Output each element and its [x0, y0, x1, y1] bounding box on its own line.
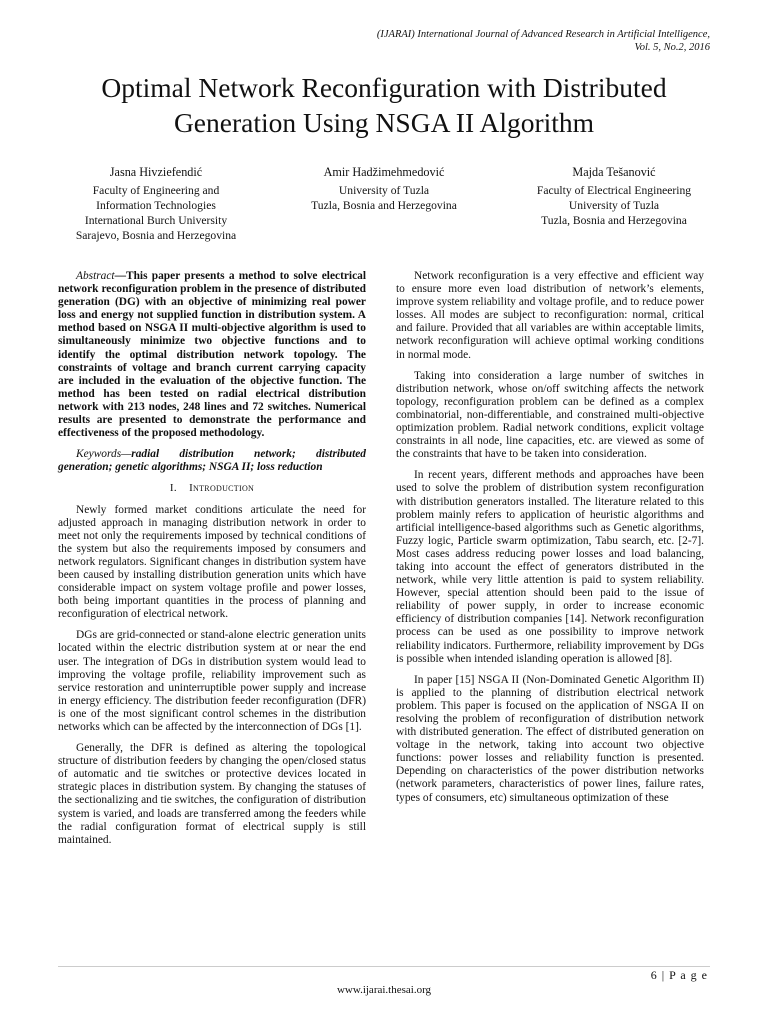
- author-block-3: [514, 165, 714, 228]
- section-heading: [58, 482, 366, 495]
- author-block-2: [286, 165, 482, 213]
- journal-volume: Vol. 5, No.2, 2016: [634, 42, 710, 53]
- body-paragraph: In recent years, different methods and approaches have been used to solve the problem of distribution system reconfiguration with distribution generators installed. The literature related to this problem mainly refers to application of heuristic algorithms and artificial intelligence-based algorithms such as Genetic algorithms, Fuzzy logic, Particle swarm optimization, Tabu search, etc. [2-7]. Most cases address reducing power losses and load balancing, taking into account the effect of generators distributed in the network, while very little attention is paid to system reliability. However, special attention should been paid to the issue of reliability of power supply, in order to increase economic efficiency of distribution companies [14]. Network reconfiguration process can be used as one possibility to improve network reliability indicators. Furthermore, reliability improvement by DGs is possible when intended islanding operation is allowed [8].: [396, 469, 704, 665]
- page-number: 6 | P a g e: [650, 968, 708, 982]
- abstract-text: —This paper presents a method to solve electrical network reconfiguration problem in the presence of distributed generation (DG) with an objective of minimizing real power loss and energy not supplied function in distribution system. A method based on NSGA II multi-objective algorithm is used to simultaneously minimize two objective functions and to identify the optimal distribution network topology. The constraints of voltage and branch current carrying capacity are included in the evaluation of the objective function. The method has been tested on radial electrical distribution network with 213 nodes, 248 lines and 72 switches. Numerical results are presented to demonstrate the performance and effectiveness of the proposed methodology.: [58, 270, 366, 440]
- abstract: [58, 270, 366, 440]
- journal-name: (IJARAI) International Journal of Advanced Research in Artificial Intelligence,: [376, 29, 710, 40]
- journal-header: [377, 28, 710, 54]
- author-affiliation-line: International Burch University: [84, 214, 228, 227]
- body-paragraph: Taking into consideration a large number of switches in distribution network, whose on/off switching affects the network topology, reconfiguration problem can be defined as a complex combinatorial, non-differentiable, and constrained multi-objective optimization problem. Radial network conditions, explicit voltage constraints in all node, line capacities, etc. are viewed as some of the constraints that have to be taken into consideration.: [396, 369, 704, 461]
- keywords-text: radial distribution network; distributed generation; genetic algorithms; NSGA II; loss reduction: [58, 448, 366, 474]
- footer-url[interactable]: www.ijarai.thesai.org: [336, 984, 432, 996]
- author-affiliation-line: University of Tuzla: [568, 199, 660, 212]
- title-line-2: Generation Using NSGA II Algorithm: [173, 107, 595, 138]
- author-affiliation-line: Tuzla, Bosnia and Herzegovina: [311, 199, 457, 212]
- author-name: Amir Hadžimehmedović: [323, 165, 445, 179]
- left-column: [58, 270, 366, 855]
- author-affiliation-line: Tuzla, Bosnia and Herzegovina: [541, 214, 687, 227]
- body-paragraph: Generally, the DFR is defined as altering the topological structure of distribution feeders by changing the open/closed status of automatic and tie switches or protective devices located in strategic places in distribution system. By changing the statuses of the sectionalizing and tie switches, the configuration of distribution system is varied, and loads are transferred among the feeders while the radial configuration format of electrical supply is still maintained.: [58, 742, 366, 846]
- keywords-lead: Keywords—: [76, 448, 132, 461]
- body-paragraph: Network reconfiguration is a very effective and efficient way to ensure more even load distribution of network’s elements, improve system reliability and voltage profile, and to reduce power losses. All modes are subject to reconfiguration: normal, critical and failure. Provided that all variables are within acceptable limits, network reconfiguration will achieve optimal working conditions in normal mode.: [396, 270, 704, 361]
- abstract-lead: Abstract: [76, 270, 115, 282]
- body-paragraph: In paper [15] NSGA II (Non-Dominated Genetic Algorithm II) is applied to the planning of distribution electrical network problem. This paper is focused on the application of NSGA II on resolving the problem of reconfiguration of distribution network with distributed generation. The effect of distributed generation on voltage in the network, taking into account two objective functions: power losses and reliability function is presented. Depending on characteristics of the power distribution networks (network parameters, characteristics of power lines, failure rates, types of consumers, etc) simultaneous optimization of these: [396, 673, 704, 804]
- author-affiliation-line: Sarajevo, Bosnia and Herzegovina: [75, 229, 237, 242]
- author-affiliation-line: Faculty of Engineering and: [92, 184, 220, 197]
- keywords: [58, 448, 366, 474]
- footer-divider: [58, 966, 710, 967]
- paper-title: [40, 70, 728, 140]
- body-paragraph: Newly formed market conditions articulate the need for adjusted approach in managing distribution network in order to meet not only the requirements imposed by technical conditions of the system but also the requirements imposed by consumers and network regulators. Significant changes in distribution system have been caused by installing distribution generation units which have considerable impact on system voltage profile and power losses, both being important quantities in the process of planning and reconfiguration of electrical network.: [58, 503, 366, 621]
- author-affiliation-line: University of Tuzla: [338, 184, 430, 197]
- section-title: Introduction: [189, 482, 255, 495]
- author-name: Majda Tešanović: [572, 165, 656, 179]
- author-name: Jasna Hivziefendić: [109, 165, 203, 179]
- title-line-1: Optimal Network Reconfiguration with Distributed: [101, 72, 667, 103]
- author-affiliation-line: Faculty of Electrical Engineering: [536, 184, 692, 197]
- author-block-1: [58, 165, 254, 243]
- section-number: I.: [169, 482, 177, 495]
- author-affiliation-line: Information Technologies: [96, 199, 216, 212]
- body-paragraph: DGs are grid-connected or stand-alone electric generation units located within the electric distribution system at or near the end user. The integration of DGs in distribution system would lead to improving the voltage profile, reliability improvement such as service restoration and uninterruptible power supply and increase in energy efficiency. The distribution feeder reconfiguration (DFR) is one of the most significant control schemes in the distribution networks which can be affected by the interconnection of DGs [1].: [58, 629, 366, 733]
- right-column: [396, 270, 704, 813]
